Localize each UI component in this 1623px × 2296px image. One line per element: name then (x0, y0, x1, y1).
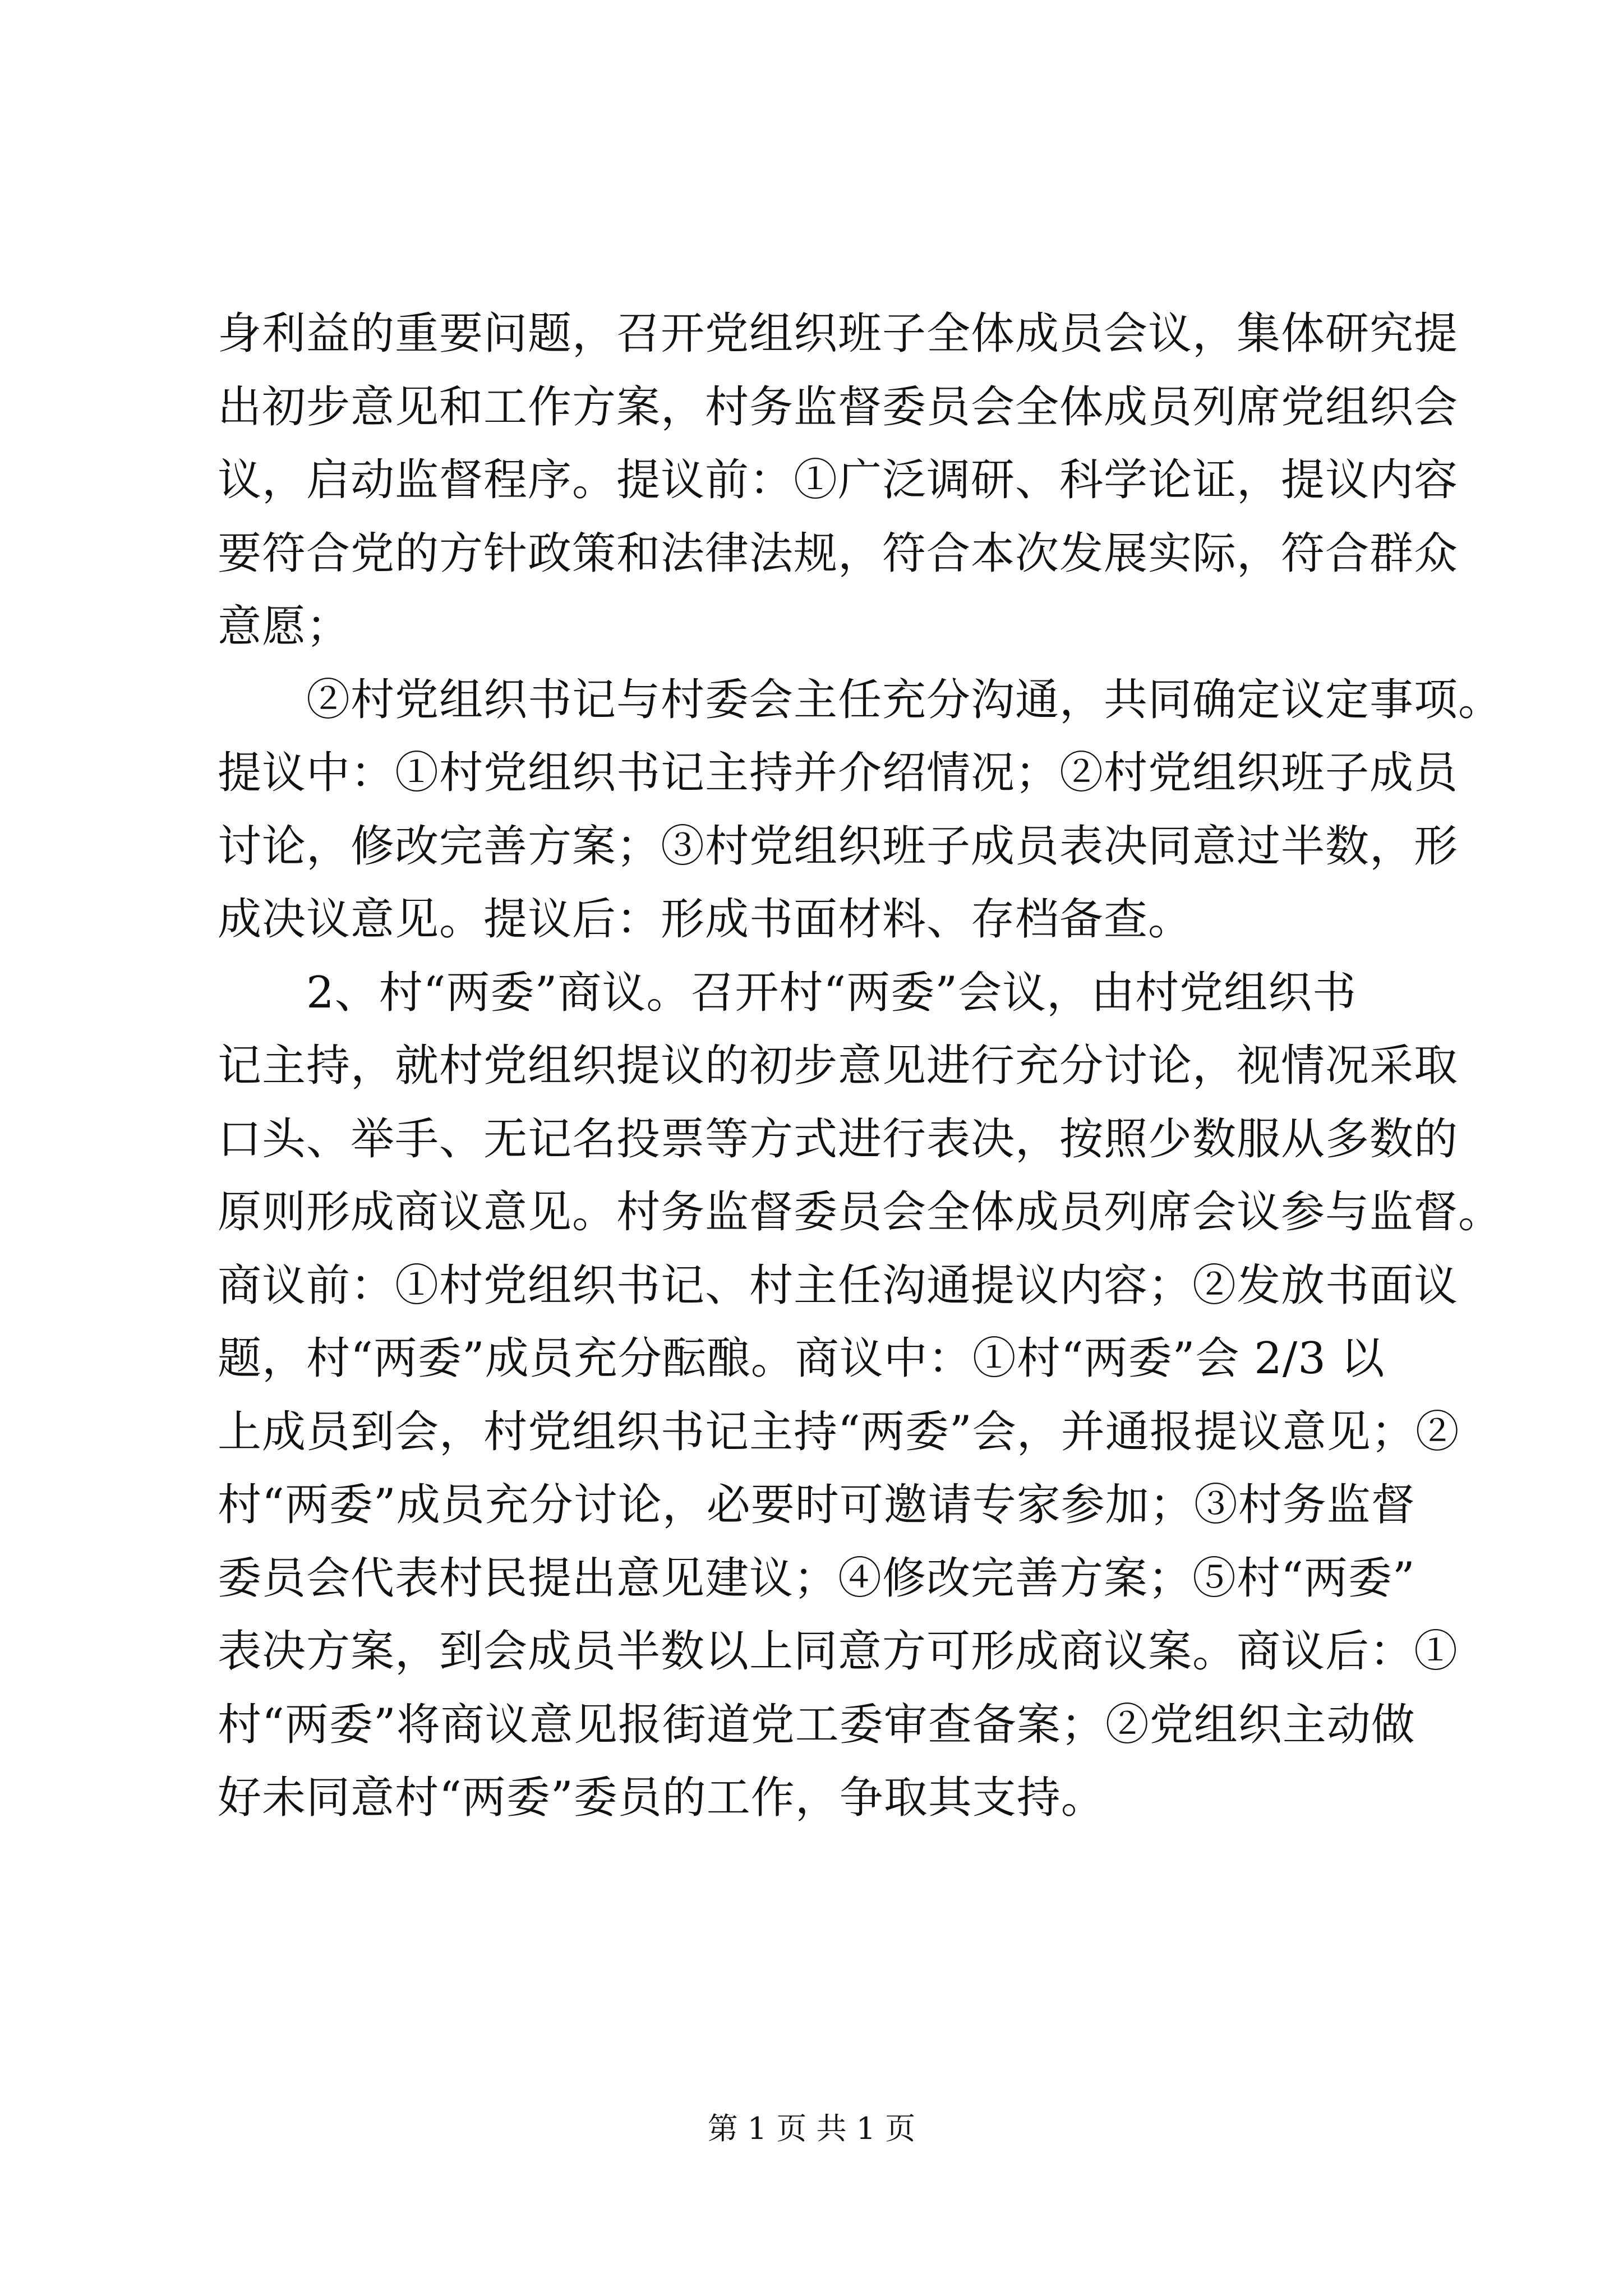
text-line: 商议前：①村党组织书记、村主任沟通提议内容；②发放书面议 (218, 1260, 1459, 1311)
text-line: 成决议意见。提议后：形成书面材料、存档备查。 (218, 894, 1193, 945)
text-line: 2、村“两委”商议。召开村“两委”会议，由村党组织书 (218, 967, 1357, 1018)
text-line: 村“两委”成员充分讨论，必要时可邀请专家参加；③村务监督 (218, 1480, 1415, 1530)
text-line: 讨论，修改完善方案；③村党组织班子成员表决同意过半数，形 (218, 821, 1459, 872)
text-line: 提议中：①村党组织书记主持并介绍情况；②村党组织班子成员 (218, 748, 1459, 798)
text-line: 委员会代表村民提出意见建议；④修改完善方案；⑤村“两委” (218, 1553, 1415, 1604)
text-line: 上成员到会，村党组织书记主持“两委”会，并通报提议意见；② (218, 1406, 1460, 1457)
text-line: 表决方案，到会成员半数以上同意方可形成商议案。商议后：① (218, 1626, 1459, 1677)
text-line: ②村党组织书记与村委会主任充分沟通，共同确定议定事项。 (218, 674, 1503, 725)
text-line: 记主持，就村党组织提议的初步意见进行充分讨论，视情况采取 (218, 1041, 1459, 1091)
text-line: 好未同意村“两委”委员的工作，争取其支持。 (218, 1773, 1105, 1823)
text-line: 题，村“两委”成员充分酝酿。商议中：①村“两委”会 2/3 以 (218, 1333, 1385, 1384)
text-line: 身利益的重要问题，召开党组织班子全体成员会议，集体研究提 (218, 309, 1459, 359)
text-line: 原则形成商议意见。村务监督委员会全体成员列席会议参与监督。 (218, 1187, 1503, 1237)
text-line: 口头、举手、无记名投票等方式进行表决，按照少数服从多数的 (218, 1114, 1459, 1165)
text-line: 村“两委”将商议意见报街道党工委审查备案；②党组织主动做 (218, 1699, 1415, 1750)
text-line: 议，启动监督程序。提议前：①广泛调研、科学论证，提议内容 (218, 455, 1459, 505)
text-line: 要符合党的方针政策和法律法规，符合本次发展实际，符合群众 (218, 528, 1459, 579)
page-footer: 第 1 页 共 1 页 (707, 2111, 916, 2146)
document-body (218, 297, 1503, 1835)
text-line: 出初步意见和工作方案，村务监督委员会全体成员列席党组织会 (218, 381, 1459, 432)
text-line: 意愿； (218, 601, 351, 652)
